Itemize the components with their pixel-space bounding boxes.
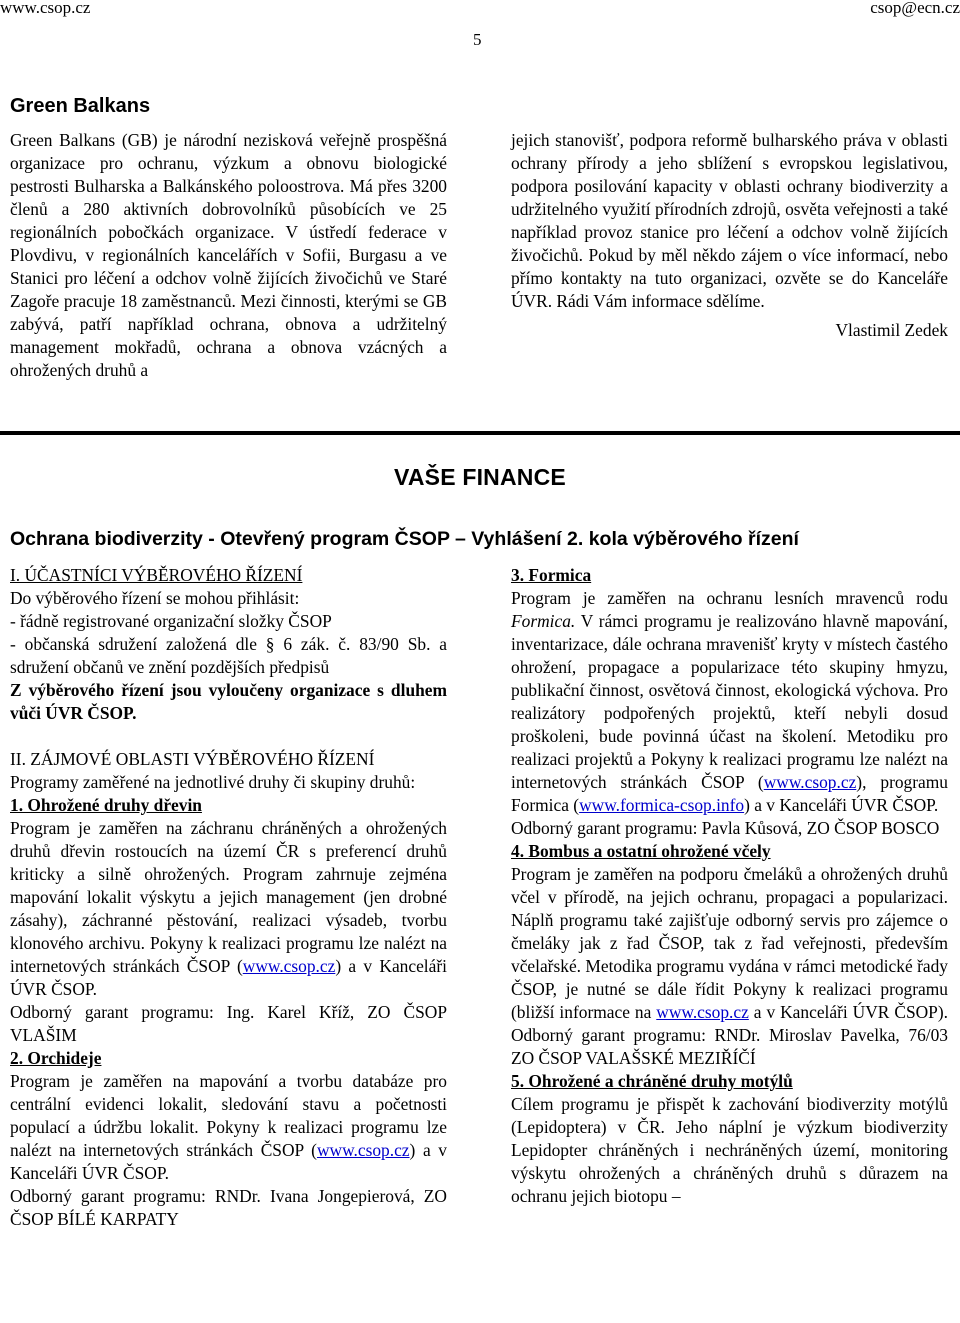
author-signature: Vlastimil Zedek — [835, 320, 948, 340]
s1-line3: - občanská sdružení založená dle § 6 zák. č. 83/90 Sb. a sdružení občanů ve znění pozdějších předpisů — [10, 634, 447, 677]
program-4-title: 4. Bombus a ostatní ohrožené včely — [511, 841, 771, 861]
s1-title: I. ÚČASTNÍCI VÝBĚROVÉHO ŘÍZENÍ — [10, 565, 303, 585]
program-2-garant: Odborný garant programu: RNDr. Ivana Jongepierová, ZO ČSOP BÍLÉ KARPATY — [10, 1186, 447, 1229]
program-5-title: 5. Ohrožené a chráněné druhy motýlů — [511, 1071, 793, 1091]
program-2-text: Program je zaměřen na mapování a tvorbu databáze pro centrální evidenci lokalit, sledování stavu a početnosti populací a údržbu lokalit. Pokyny k realizaci programu lze nalézt na internetových stránkách ČSOP (www.csop.cz) a v Kanceláři ÚVR ČSOP. — [10, 1071, 447, 1183]
finance-title: VAŠE FINANCE — [394, 464, 566, 490]
green-balkans-left-column — [10, 129, 447, 382]
program-3-text: Program je zaměřen na ochranu lesních mravenců rodu Formica. V rámci programu je realizováno hlavně mapování, inventarizace, dále ochrana mravenišť kryty v místech častého ohrožení, propagace a popularizace této skupiny hmyzu, publikační činnost, osvětová činnost, ekologická výchova. Pro realizátory podpořených projektů, kteří nebyli dosud proškoleni, bude povinná účast na školení. Metodiku pro realizaci projektů a Pokyny k realizaci programu lze nalézt na internetových stránkách ČSOP (www.csop.cz), programu Formica (www.formica-csop.info) a v Kanceláři ÚVR ČSOP. — [511, 588, 948, 815]
s1-line2: - řádně registrované organizační složky ČSOP — [10, 611, 332, 631]
program-4-text: Program je zaměřen na podporu čmeláků a ohrožených druhů včel v přírodě, na jejich ochranu, propagaci a popularizaci. Náplň programu také zajišťuje odborný servis pro zájemce o čmeláky jak z řad ČSOP, tak z řad veřejnosti, především včelařské. Metodika programu vydána v rámci metodické řady ČSOP, je nutné se dále řídit Pokyny k realizaci programu (bližší informace na www.csop.cz a v Kanceláři ÚVR ČSOP). Odborný garant programu: RNDr. Miroslav Pavelka, 76/03 ZO ČSOP VALAŠSKÉ MEZIŘÍČÍ — [511, 864, 948, 1068]
program-2-title: 2. Orchideje — [10, 1048, 102, 1068]
page-number: 5 — [473, 30, 482, 49]
s1-line1: Do výběrového řízení se mohou přihlásit: — [10, 588, 300, 608]
finance-subtitle: Ochrana biodiverzity - Otevřený program ČSOP – Vyhlášení 2. kola výběrového řízení — [10, 528, 799, 550]
program-1-link[interactable]: www.csop.cz — [242, 956, 336, 976]
program-1-garant: Odborný garant programu: Ing. Karel Kříž, ZO ČSOP VLAŠIM — [10, 1002, 447, 1045]
finance-right-column — [511, 564, 948, 1208]
program-4-link[interactable]: www.csop.cz — [656, 1002, 749, 1022]
program-3-title: 3. Formica — [511, 565, 592, 585]
s2-title: II. ZÁJMOVÉ OBLASTI VÝBĚROVÉHO ŘÍZENÍ — [10, 749, 375, 769]
header-website[interactable]: www.csop.cz — [0, 0, 91, 17]
program-1-title: 1. Ohrožené druhy dřevin — [10, 795, 202, 815]
green-balkans-text-left: Green Balkans (GB) je národní nezisková veřejně prospěšná organizace pro ochranu, výzkum a obnovu biologické pestrosti Bulharska a Balkánského poloostrova. Má přes 3200 členů a 280 aktivních dobrovolníků působících ve 25 regionálních pobočkách organizace. V ústředí federace v Plovdivu, v regionálních kancelářích v Sofii, Burgasu a ve Stanici pro léčení a odchov volně žijících živočichů ve Staré Zagoře pracuje 18 zaměstnanců. Mezi činnosti, kterými se GB zabývá, patří například ochrana, obnova a udržitelný management mokřadů, ochrana a obnova vzácných a ohrožených druhů a — [10, 130, 447, 380]
s1-exclusion: Z výběrového řízení jsou vyloučeny organizace s dluhem vůči ÚVR ČSOP. — [10, 680, 447, 723]
program-3-garant: Odborný garant programu: Pavla Kůsová, ZO ČSOP BOSCO — [511, 818, 940, 838]
program-1-text: Program je zaměřen na záchranu chráněných a ohrožených druhů dřevin rostoucích na území ČR s preferencí druhů kriticky a silně ohrožených. Program zahrnuje zejména mapování lokalit výskytu a jejich management (jen drobné zásahy), záchranné pěstování, realizaci výsadeb, tvorbu klonového archivu. Pokyny k realizaci programu lze nalézt na internetových stránkách ČSOP (www.csop.cz) a v Kanceláři ÚVR ČSOP. — [10, 818, 447, 999]
section-divider — [0, 431, 960, 435]
section-title-green-balkans: Green Balkans — [10, 95, 151, 117]
header-email[interactable]: csop@ecn.cz — [870, 0, 960, 17]
program-2-link[interactable]: www.csop.cz — [316, 1140, 410, 1160]
program-3-link-formica[interactable]: www.formica-csop.info — [579, 795, 745, 815]
green-balkans-right-column — [511, 129, 948, 342]
program-5-text: Cílem programu je přispět k zachování biodiverzity motýlů (Lepidoptera) v ČR. Jeho náplní je výzkum biodiverzity Lepidopter chráněných i nechráněných území, monitoring výskytu ohrožených a chráněných druhů s důrazem na ochranu jejich biotopu – — [511, 1094, 948, 1206]
s2-intro: Programy zaměřené na jednotlivé druhy či skupiny druhů: — [10, 772, 416, 792]
finance-left-column — [10, 564, 447, 1231]
green-balkans-text-right: jejich stanovišť, podpora reformě bulharského práva v oblasti ochrany přírody a jeho sblížení s evropskou legislativou, podpora posilování kapacity v oblasti ochrany biodiverzity a udržitelného využití přírodních zdrojů, osvěta veřejnosti a také například provoz stanice pro léčení a odchov volně žijících živočichů. Pokud by měl někdo zájem o více informací, nebo přímo kontakty na tuto organizaci, ozvěte se do Kanceláře ÚVR. Rádi Vám informace sdělíme. — [511, 130, 948, 311]
program-3-link-csop[interactable]: www.csop.cz — [763, 772, 857, 792]
